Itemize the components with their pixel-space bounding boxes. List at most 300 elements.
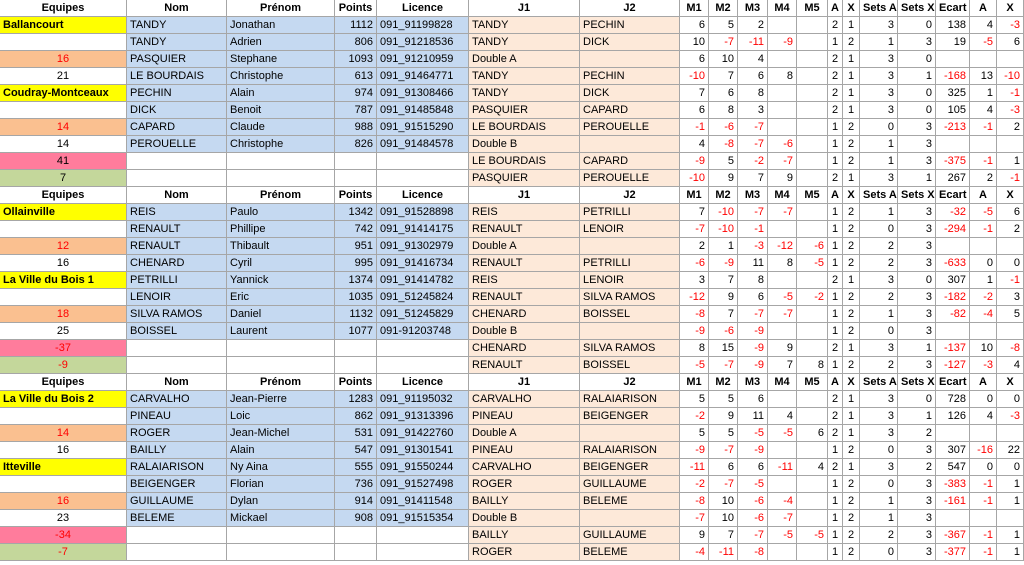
match-m3[interactable]: -9: [738, 340, 768, 357]
match-x[interactable]: 2: [843, 357, 860, 374]
header-ecart[interactable]: Ecart: [936, 0, 970, 17]
match-x[interactable]: 2: [843, 255, 860, 272]
match-m4[interactable]: 9: [768, 340, 797, 357]
header-nom[interactable]: Nom: [127, 187, 227, 204]
match-ecart[interactable]: -213: [936, 119, 970, 136]
match-ecart[interactable]: [936, 323, 970, 340]
match-m3[interactable]: -3: [738, 238, 768, 255]
player-points[interactable]: 555: [335, 459, 377, 476]
header-j1[interactable]: J1: [469, 0, 580, 17]
match-sets-x[interactable]: 2: [898, 425, 936, 442]
match-m2[interactable]: 7: [709, 68, 738, 85]
player-prenom[interactable]: Christophe: [227, 68, 335, 85]
player-points[interactable]: 1132: [335, 306, 377, 323]
match-j1[interactable]: Double A: [469, 238, 580, 255]
match-m3[interactable]: -9: [738, 357, 768, 374]
match-m5[interactable]: [797, 272, 828, 289]
empty-cell[interactable]: [335, 170, 377, 187]
match-a2[interactable]: -1: [970, 221, 997, 238]
match-sets-a[interactable]: 3: [860, 459, 898, 476]
match-m2[interactable]: -6: [709, 119, 738, 136]
empty-cell[interactable]: [377, 340, 469, 357]
player-nom[interactable]: LENOIR: [127, 289, 227, 306]
match-j2[interactable]: SILVA RAMOS: [580, 340, 680, 357]
match-m5[interactable]: [797, 391, 828, 408]
match-m4[interactable]: -12: [768, 238, 797, 255]
match-m3[interactable]: 11: [738, 408, 768, 425]
player-prenom[interactable]: Jonathan: [227, 17, 335, 34]
match-m3[interactable]: 6: [738, 68, 768, 85]
match-x2[interactable]: -10: [997, 68, 1024, 85]
team-cell[interactable]: 16: [0, 493, 127, 510]
match-j1[interactable]: TANDY: [469, 85, 580, 102]
match-m5[interactable]: -6: [797, 238, 828, 255]
match-m2[interactable]: -7: [709, 34, 738, 51]
match-m2[interactable]: 5: [709, 391, 738, 408]
player-prenom[interactable]: Alain: [227, 442, 335, 459]
match-x2[interactable]: 6: [997, 204, 1024, 221]
player-nom[interactable]: CARVALHO: [127, 391, 227, 408]
match-m3[interactable]: -6: [738, 510, 768, 527]
match-a2[interactable]: -1: [970, 153, 997, 170]
header-j1[interactable]: J1: [469, 187, 580, 204]
match-x2[interactable]: -8: [997, 340, 1024, 357]
match-m1[interactable]: 7: [680, 85, 709, 102]
match-x[interactable]: 2: [843, 289, 860, 306]
match-j2[interactable]: [580, 425, 680, 442]
player-licence[interactable]: 091_91195032: [377, 391, 469, 408]
match-sets-a[interactable]: 1: [860, 204, 898, 221]
match-a2[interactable]: -1: [970, 493, 997, 510]
match-ecart[interactable]: [936, 425, 970, 442]
match-j1[interactable]: ROGER: [469, 544, 580, 561]
match-m1[interactable]: -8: [680, 493, 709, 510]
match-m1[interactable]: -1: [680, 119, 709, 136]
player-licence[interactable]: 091_91308466: [377, 85, 469, 102]
match-m3[interactable]: -8: [738, 544, 768, 561]
match-m1[interactable]: -9: [680, 442, 709, 459]
match-sets-a[interactable]: 3: [860, 340, 898, 357]
match-x[interactable]: 2: [843, 510, 860, 527]
match-sets-x[interactable]: 3: [898, 119, 936, 136]
match-j2[interactable]: [580, 238, 680, 255]
empty-cell[interactable]: [335, 357, 377, 374]
empty-cell[interactable]: [335, 544, 377, 561]
match-x[interactable]: 2: [843, 119, 860, 136]
match-m4[interactable]: 8: [768, 68, 797, 85]
player-prenom[interactable]: Christophe: [227, 136, 335, 153]
match-j1[interactable]: TANDY: [469, 34, 580, 51]
match-a[interactable]: 2: [828, 170, 843, 187]
match-m3[interactable]: -7: [738, 306, 768, 323]
match-ecart[interactable]: 325: [936, 85, 970, 102]
match-j2[interactable]: BELEME: [580, 544, 680, 561]
match-m5[interactable]: [797, 153, 828, 170]
empty-cell[interactable]: [335, 340, 377, 357]
team-cell[interactable]: La Ville du Bois 2: [0, 391, 127, 408]
match-x[interactable]: 1: [843, 340, 860, 357]
player-licence[interactable]: 091_91422760: [377, 425, 469, 442]
header-sets-a[interactable]: Sets A: [860, 187, 898, 204]
match-j1[interactable]: REIS: [469, 272, 580, 289]
match-m4[interactable]: -7: [768, 153, 797, 170]
match-sets-a[interactable]: 3: [860, 51, 898, 68]
match-x2[interactable]: 0: [997, 391, 1024, 408]
player-licence[interactable]: 091_91301541: [377, 442, 469, 459]
match-sets-a[interactable]: 3: [860, 408, 898, 425]
match-m2[interactable]: 5: [709, 17, 738, 34]
match-m1[interactable]: 2: [680, 238, 709, 255]
match-sets-x[interactable]: 1: [898, 340, 936, 357]
match-ecart[interactable]: [936, 510, 970, 527]
match-sets-a[interactable]: 3: [860, 391, 898, 408]
match-m2[interactable]: 10: [709, 493, 738, 510]
header-ecart[interactable]: Ecart: [936, 187, 970, 204]
match-sets-x[interactable]: 0: [898, 17, 936, 34]
match-a[interactable]: 1: [828, 493, 843, 510]
match-m2[interactable]: 6: [709, 459, 738, 476]
match-j2[interactable]: [580, 323, 680, 340]
match-m1[interactable]: -11: [680, 459, 709, 476]
player-nom[interactable]: RENAULT: [127, 221, 227, 238]
empty-cell[interactable]: [335, 527, 377, 544]
match-m5[interactable]: -2: [797, 289, 828, 306]
match-m1[interactable]: 6: [680, 102, 709, 119]
match-sets-a[interactable]: 2: [860, 527, 898, 544]
match-a[interactable]: 1: [828, 204, 843, 221]
match-m5[interactable]: -5: [797, 255, 828, 272]
match-j1[interactable]: Double B: [469, 510, 580, 527]
match-x[interactable]: 1: [843, 17, 860, 34]
team-cell[interactable]: 12: [0, 238, 127, 255]
player-points[interactable]: 1035: [335, 289, 377, 306]
match-j1[interactable]: RENAULT: [469, 255, 580, 272]
match-ecart[interactable]: -127: [936, 357, 970, 374]
empty-cell[interactable]: [335, 153, 377, 170]
team-cell[interactable]: 14: [0, 425, 127, 442]
empty-cell[interactable]: [227, 527, 335, 544]
header-m2[interactable]: M2: [709, 187, 738, 204]
player-prenom[interactable]: Stephane: [227, 51, 335, 68]
match-a[interactable]: 1: [828, 323, 843, 340]
match-j1[interactable]: PINEAU: [469, 408, 580, 425]
player-points[interactable]: 1093: [335, 51, 377, 68]
match-m1[interactable]: -2: [680, 408, 709, 425]
match-j2[interactable]: BELEME: [580, 493, 680, 510]
team-cell[interactable]: 18: [0, 306, 127, 323]
match-a2[interactable]: -5: [970, 34, 997, 51]
match-x2[interactable]: [997, 510, 1024, 527]
match-a[interactable]: 2: [828, 272, 843, 289]
match-a2[interactable]: -1: [970, 476, 997, 493]
match-a[interactable]: 1: [828, 119, 843, 136]
match-ecart[interactable]: 307: [936, 442, 970, 459]
match-x[interactable]: 1: [843, 272, 860, 289]
match-a[interactable]: 2: [828, 391, 843, 408]
match-m3[interactable]: -2: [738, 153, 768, 170]
header-prenom[interactable]: Prénom: [227, 374, 335, 391]
match-a2[interactable]: [970, 510, 997, 527]
match-j1[interactable]: PASQUIER: [469, 170, 580, 187]
match-x[interactable]: 2: [843, 221, 860, 238]
match-m3[interactable]: 6: [738, 391, 768, 408]
match-m2[interactable]: 8: [709, 102, 738, 119]
match-m2[interactable]: 9: [709, 408, 738, 425]
match-m4[interactable]: 7: [768, 357, 797, 374]
match-x2[interactable]: [997, 425, 1024, 442]
match-m1[interactable]: 6: [680, 51, 709, 68]
match-x2[interactable]: -3: [997, 102, 1024, 119]
match-j1[interactable]: RENAULT: [469, 221, 580, 238]
match-m1[interactable]: 5: [680, 391, 709, 408]
match-j2[interactable]: SILVA RAMOS: [580, 289, 680, 306]
player-points[interactable]: 531: [335, 425, 377, 442]
match-m2[interactable]: 6: [709, 85, 738, 102]
match-j1[interactable]: BAILLY: [469, 493, 580, 510]
match-m5[interactable]: [797, 323, 828, 340]
match-a[interactable]: 2: [828, 459, 843, 476]
match-x[interactable]: 1: [843, 408, 860, 425]
player-nom[interactable]: BEIGENGER: [127, 476, 227, 493]
match-x[interactable]: 1: [843, 102, 860, 119]
match-m4[interactable]: -11: [768, 459, 797, 476]
player-prenom[interactable]: Phillipe: [227, 221, 335, 238]
match-j1[interactable]: Double A: [469, 51, 580, 68]
match-m3[interactable]: 11: [738, 255, 768, 272]
player-points[interactable]: 1077: [335, 323, 377, 340]
match-sets-a[interactable]: 3: [860, 85, 898, 102]
match-j1[interactable]: LE BOURDAIS: [469, 153, 580, 170]
match-sets-a[interactable]: 0: [860, 119, 898, 136]
match-sets-x[interactable]: 3: [898, 255, 936, 272]
team-cell[interactable]: -37: [0, 340, 127, 357]
team-cell[interactable]: -9: [0, 357, 127, 374]
match-m1[interactable]: 10: [680, 34, 709, 51]
team-cell[interactable]: Coudray-Montceaux: [0, 85, 127, 102]
match-x[interactable]: 2: [843, 153, 860, 170]
match-j1[interactable]: RENAULT: [469, 289, 580, 306]
match-ecart[interactable]: 19: [936, 34, 970, 51]
match-sets-x[interactable]: 3: [898, 493, 936, 510]
team-cell[interactable]: 23: [0, 510, 127, 527]
player-nom[interactable]: PASQUIER: [127, 51, 227, 68]
header-ecart[interactable]: Ecart: [936, 374, 970, 391]
match-sets-a[interactable]: 2: [860, 289, 898, 306]
header-equipes[interactable]: Equipes: [0, 187, 127, 204]
match-ecart[interactable]: -168: [936, 68, 970, 85]
empty-cell[interactable]: [377, 153, 469, 170]
match-a2[interactable]: 4: [970, 17, 997, 34]
match-m5[interactable]: 4: [797, 459, 828, 476]
player-points[interactable]: 806: [335, 34, 377, 51]
team-cell[interactable]: 21: [0, 68, 127, 85]
match-sets-a[interactable]: 1: [860, 510, 898, 527]
player-licence[interactable]: 091_91414782: [377, 272, 469, 289]
player-nom[interactable]: BELEME: [127, 510, 227, 527]
empty-cell[interactable]: [227, 340, 335, 357]
header-sets-x[interactable]: Sets X: [898, 187, 936, 204]
match-j1[interactable]: PINEAU: [469, 442, 580, 459]
match-m4[interactable]: [768, 85, 797, 102]
match-sets-x[interactable]: 3: [898, 544, 936, 561]
match-j1[interactable]: PASQUIER: [469, 102, 580, 119]
header-m1[interactable]: M1: [680, 187, 709, 204]
player-points[interactable]: 1283: [335, 391, 377, 408]
empty-cell[interactable]: [377, 170, 469, 187]
match-sets-x[interactable]: 3: [898, 153, 936, 170]
player-nom[interactable]: PETRILLI: [127, 272, 227, 289]
player-points[interactable]: 862: [335, 408, 377, 425]
player-nom[interactable]: CHENARD: [127, 255, 227, 272]
match-m3[interactable]: -5: [738, 425, 768, 442]
match-m3[interactable]: -7: [738, 119, 768, 136]
match-m3[interactable]: 6: [738, 459, 768, 476]
player-licence[interactable]: 091_91411548: [377, 493, 469, 510]
match-a2[interactable]: 0: [970, 459, 997, 476]
match-m5[interactable]: [797, 170, 828, 187]
empty-cell[interactable]: [227, 357, 335, 374]
player-prenom[interactable]: Laurent: [227, 323, 335, 340]
player-licence[interactable]: 091_91550244: [377, 459, 469, 476]
player-licence[interactable]: 091_91199828: [377, 17, 469, 34]
match-sets-a[interactable]: 3: [860, 68, 898, 85]
match-m4[interactable]: -7: [768, 306, 797, 323]
team-cell[interactable]: -7: [0, 544, 127, 561]
match-m5[interactable]: 8: [797, 357, 828, 374]
match-j1[interactable]: CARVALHO: [469, 459, 580, 476]
match-sets-x[interactable]: 3: [898, 357, 936, 374]
match-sets-a[interactable]: 1: [860, 493, 898, 510]
header-prenom[interactable]: Prénom: [227, 187, 335, 204]
match-x[interactable]: 2: [843, 493, 860, 510]
match-m3[interactable]: -11: [738, 34, 768, 51]
match-m1[interactable]: -10: [680, 170, 709, 187]
player-points[interactable]: 1112: [335, 17, 377, 34]
match-m1[interactable]: -7: [680, 510, 709, 527]
match-m5[interactable]: [797, 306, 828, 323]
match-x[interactable]: 1: [843, 391, 860, 408]
match-m2[interactable]: -10: [709, 204, 738, 221]
header-j2[interactable]: J2: [580, 0, 680, 17]
match-j2[interactable]: PETRILLI: [580, 204, 680, 221]
player-nom[interactable]: RALAIARISON: [127, 459, 227, 476]
match-sets-a[interactable]: 0: [860, 544, 898, 561]
match-x[interactable]: 2: [843, 476, 860, 493]
match-m2[interactable]: 9: [709, 289, 738, 306]
match-m1[interactable]: -9: [680, 153, 709, 170]
match-j2[interactable]: PECHIN: [580, 68, 680, 85]
match-a2[interactable]: [970, 323, 997, 340]
match-m4[interactable]: -4: [768, 493, 797, 510]
match-m3[interactable]: -9: [738, 442, 768, 459]
header-a[interactable]: A: [828, 374, 843, 391]
match-ecart[interactable]: 138: [936, 17, 970, 34]
player-licence[interactable]: 091_91464771: [377, 68, 469, 85]
match-x2[interactable]: 1: [997, 153, 1024, 170]
match-m3[interactable]: 6: [738, 289, 768, 306]
match-m1[interactable]: 4: [680, 136, 709, 153]
match-m2[interactable]: -7: [709, 442, 738, 459]
match-ecart[interactable]: 105: [936, 102, 970, 119]
match-j2[interactable]: GUILLAUME: [580, 527, 680, 544]
match-sets-x[interactable]: 3: [898, 323, 936, 340]
match-m5[interactable]: -5: [797, 527, 828, 544]
match-j2[interactable]: PEROUELLE: [580, 170, 680, 187]
team-cell[interactable]: [0, 476, 127, 493]
match-ecart[interactable]: -377: [936, 544, 970, 561]
player-nom[interactable]: LE BOURDAIS: [127, 68, 227, 85]
match-a[interactable]: 1: [828, 34, 843, 51]
header-a[interactable]: A: [828, 187, 843, 204]
team-cell[interactable]: La Ville du Bois 1: [0, 272, 127, 289]
match-m4[interactable]: -5: [768, 289, 797, 306]
team-cell[interactable]: 7: [0, 170, 127, 187]
match-a2[interactable]: 4: [970, 102, 997, 119]
match-x2[interactable]: 5: [997, 306, 1024, 323]
match-sets-x[interactable]: 3: [898, 306, 936, 323]
match-m3[interactable]: 4: [738, 51, 768, 68]
header-x[interactable]: X: [843, 0, 860, 17]
match-m4[interactable]: [768, 102, 797, 119]
match-m5[interactable]: 6: [797, 425, 828, 442]
match-sets-x[interactable]: 3: [898, 510, 936, 527]
empty-cell[interactable]: [127, 544, 227, 561]
team-cell[interactable]: 14: [0, 136, 127, 153]
match-x2[interactable]: [997, 51, 1024, 68]
match-m2[interactable]: -7: [709, 476, 738, 493]
header-a2[interactable]: A: [970, 0, 997, 17]
match-j2[interactable]: [580, 136, 680, 153]
match-m2[interactable]: 7: [709, 306, 738, 323]
player-prenom[interactable]: Adrien: [227, 34, 335, 51]
match-j1[interactable]: Double A: [469, 425, 580, 442]
match-a2[interactable]: [970, 238, 997, 255]
match-j2[interactable]: RALAIARISON: [580, 391, 680, 408]
empty-cell[interactable]: [127, 527, 227, 544]
match-j2[interactable]: [580, 510, 680, 527]
match-x[interactable]: 2: [843, 323, 860, 340]
match-sets-a[interactable]: 0: [860, 323, 898, 340]
team-cell[interactable]: Ollainville: [0, 204, 127, 221]
match-m2[interactable]: -7: [709, 357, 738, 374]
match-m4[interactable]: 4: [768, 408, 797, 425]
match-x2[interactable]: 4: [997, 357, 1024, 374]
match-m2[interactable]: 10: [709, 51, 738, 68]
match-ecart[interactable]: -32: [936, 204, 970, 221]
match-j1[interactable]: Double B: [469, 136, 580, 153]
match-m1[interactable]: 9: [680, 527, 709, 544]
player-prenom[interactable]: Jean-Pierre: [227, 391, 335, 408]
team-cell[interactable]: [0, 34, 127, 51]
match-x2[interactable]: [997, 238, 1024, 255]
match-m5[interactable]: [797, 442, 828, 459]
match-sets-a[interactable]: 0: [860, 442, 898, 459]
match-ecart[interactable]: [936, 51, 970, 68]
match-j1[interactable]: CARVALHO: [469, 391, 580, 408]
match-sets-a[interactable]: 1: [860, 34, 898, 51]
player-points[interactable]: 742: [335, 221, 377, 238]
match-j1[interactable]: CHENARD: [469, 306, 580, 323]
player-nom[interactable]: PECHIN: [127, 85, 227, 102]
match-sets-x[interactable]: 2: [898, 459, 936, 476]
player-licence[interactable]: 091_91210959: [377, 51, 469, 68]
header-x2[interactable]: X: [997, 0, 1024, 17]
match-m2[interactable]: 10: [709, 510, 738, 527]
match-m4[interactable]: -6: [768, 136, 797, 153]
player-prenom[interactable]: Alain: [227, 85, 335, 102]
match-m4[interactable]: [768, 476, 797, 493]
team-cell[interactable]: 41: [0, 153, 127, 170]
